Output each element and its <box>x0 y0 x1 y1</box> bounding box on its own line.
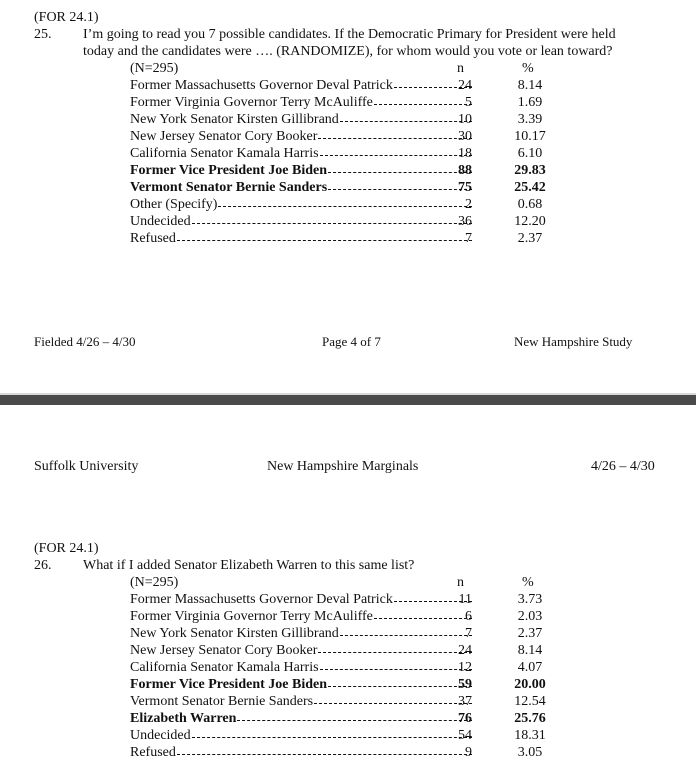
column-header-n: n <box>457 61 464 76</box>
dash-leader <box>177 240 472 241</box>
row-leader <box>130 128 472 145</box>
table-row <box>130 77 560 94</box>
percent-value: 25.42 <box>514 180 546 195</box>
count-value: 10 <box>458 112 472 127</box>
candidate-label: Refused <box>130 745 176 760</box>
column-header-percent-2: % <box>522 575 534 590</box>
candidate-label: Other (Specify) <box>130 197 218 212</box>
table-header <box>130 60 550 77</box>
table-row <box>130 642 560 659</box>
percent-value: 2.37 <box>517 626 543 641</box>
page-separator-bar <box>0 395 696 405</box>
row-leader <box>130 196 472 213</box>
count-value: 54 <box>458 728 472 743</box>
row-leader <box>130 693 472 710</box>
row-leader <box>130 145 472 162</box>
count-value: 24 <box>458 78 472 93</box>
header-dates: 4/26 – 4/30 <box>591 459 655 474</box>
dash-leader <box>192 737 472 738</box>
percent-value: 29.83 <box>514 163 546 178</box>
dash-leader <box>320 155 472 156</box>
table-row <box>130 727 560 744</box>
table-row <box>130 162 560 179</box>
dash-leader <box>318 652 472 653</box>
row-leader <box>130 179 472 196</box>
table-row <box>130 196 560 213</box>
candidate-label: Former Massachusetts Governor Deval Patrick <box>130 592 393 607</box>
candidate-label: New Jersey Senator Cory Booker <box>130 643 318 658</box>
table-row <box>130 659 560 676</box>
column-header-n-2: n <box>457 575 464 590</box>
dash-leader <box>218 206 472 207</box>
header-organization: Suffolk University <box>34 459 139 474</box>
percent-value: 3.05 <box>517 745 543 760</box>
candidate-label: Former Massachusetts Governor Deval Patrick <box>130 78 393 93</box>
dash-leader <box>328 172 472 173</box>
count-value: 2 <box>465 197 472 212</box>
row-leader <box>130 642 472 659</box>
candidate-label: California Senator Kamala Harris <box>130 146 319 161</box>
row-leader <box>130 162 472 179</box>
count-value: 9 <box>465 745 472 760</box>
question-text-line-1: I’m going to read you 7 possible candidates. If the Democratic Primary for President were held <box>83 27 616 42</box>
table-row <box>130 111 560 128</box>
row-leader <box>130 625 472 642</box>
for-note-2: (FOR 24.1) <box>34 541 99 556</box>
table-header-2 <box>130 574 550 591</box>
row-leader <box>130 659 472 676</box>
row-leader <box>130 94 472 111</box>
candidate-label: Vermont Senator Bernie Sanders <box>130 694 314 709</box>
candidate-label: Former Vice President Joe Biden <box>130 163 327 178</box>
count-value: 18 <box>458 146 472 161</box>
count-value: 88 <box>458 163 472 178</box>
footer-fielded: Fielded 4/26 – 4/30 <box>34 334 136 349</box>
sample-size-label-2: (N=295) <box>130 575 179 590</box>
percent-value: 2.37 <box>517 231 543 246</box>
candidate-label: Refused <box>130 231 176 246</box>
footer-page-number: Page 4 of 7 <box>322 334 381 349</box>
candidate-label: Vermont Senator Bernie Sanders <box>130 180 328 195</box>
table-row <box>130 94 560 111</box>
count-value: 30 <box>458 129 472 144</box>
question-text-line-2: today and the candidates were …. (RANDOMIZE), for whom would you vote or lean toward? <box>83 44 613 59</box>
candidate-label: Undecided <box>130 214 191 229</box>
table-row <box>130 608 560 625</box>
count-value: 7 <box>465 626 472 641</box>
candidate-label: Former Virginia Governor Terry McAuliffe <box>130 609 373 624</box>
dash-leader <box>340 121 472 122</box>
percent-value: 1.69 <box>517 95 543 110</box>
percent-value: 8.14 <box>517 78 543 93</box>
for-note: (FOR 24.1) <box>34 10 99 25</box>
dash-leader <box>320 669 472 670</box>
percent-value: 10.17 <box>514 129 546 144</box>
table-row <box>130 213 560 230</box>
dash-leader <box>192 223 472 224</box>
table-row <box>130 128 560 145</box>
candidate-label: New York Senator Kirsten Gillibrand <box>130 626 339 641</box>
percent-value: 6.10 <box>517 146 543 161</box>
dash-leader <box>340 635 472 636</box>
table-row <box>130 744 560 761</box>
row-leader <box>130 727 472 744</box>
count-value: 75 <box>458 180 472 195</box>
candidate-label: New York Senator Kirsten Gillibrand <box>130 112 339 127</box>
candidate-label: California Senator Kamala Harris <box>130 660 319 675</box>
candidate-label: Elizabeth Warren <box>130 711 237 726</box>
percent-value: 8.14 <box>517 643 543 658</box>
question-text-2: What if I added Senator Elizabeth Warren to this same list? <box>83 558 415 573</box>
count-value: 6 <box>465 609 472 624</box>
header-title: New Hampshire Marginals <box>267 459 419 474</box>
count-value: 11 <box>458 592 472 607</box>
dash-leader <box>328 189 472 190</box>
table-row <box>130 230 560 247</box>
count-value: 36 <box>458 214 472 229</box>
dash-leader <box>318 138 472 139</box>
table-row <box>130 710 560 727</box>
question-number: 25. <box>34 27 52 42</box>
percent-value: 4.07 <box>517 660 543 675</box>
count-value: 5 <box>465 95 472 110</box>
row-leader <box>130 111 472 128</box>
row-leader <box>130 213 472 230</box>
percent-value: 3.39 <box>517 112 543 127</box>
table-row <box>130 693 560 710</box>
percent-value: 3.73 <box>517 592 543 607</box>
percent-value: 2.03 <box>517 609 543 624</box>
table-row <box>130 145 560 162</box>
dash-leader <box>314 703 472 704</box>
count-value: 37 <box>458 694 472 709</box>
sample-size-label: (N=295) <box>130 61 179 76</box>
dash-leader <box>328 686 472 687</box>
row-leader <box>130 77 472 94</box>
question-number-2: 26. <box>34 558 52 573</box>
percent-value: 12.54 <box>514 694 546 709</box>
count-value: 76 <box>458 711 472 726</box>
candidate-label: Former Virginia Governor Terry McAuliffe <box>130 95 373 110</box>
row-leader <box>130 676 472 693</box>
percent-value: 20.00 <box>514 677 546 692</box>
row-leader <box>130 230 472 247</box>
count-value: 59 <box>458 677 472 692</box>
table-row <box>130 179 560 196</box>
percent-value: 18.31 <box>514 728 546 743</box>
candidate-label: Undecided <box>130 728 191 743</box>
row-leader <box>130 710 472 727</box>
page-separator <box>0 393 696 413</box>
table-row <box>130 625 560 642</box>
table-row <box>130 676 560 693</box>
row-leader <box>130 591 472 608</box>
candidate-label: Former Vice President Joe Biden <box>130 677 327 692</box>
percent-value: 0.68 <box>517 197 543 212</box>
row-leader <box>130 608 472 625</box>
column-header-percent: % <box>522 61 534 76</box>
percent-value: 12.20 <box>514 214 546 229</box>
row-leader <box>130 744 472 761</box>
dash-leader <box>177 754 472 755</box>
count-value: 7 <box>465 231 472 246</box>
candidate-label: New Jersey Senator Cory Booker <box>130 129 318 144</box>
percent-value: 25.76 <box>514 711 546 726</box>
count-value: 24 <box>458 643 472 658</box>
footer-study-name: New Hampshire Study <box>514 334 633 349</box>
count-value: 12 <box>458 660 472 675</box>
dash-leader <box>237 720 472 721</box>
table-row <box>130 591 560 608</box>
